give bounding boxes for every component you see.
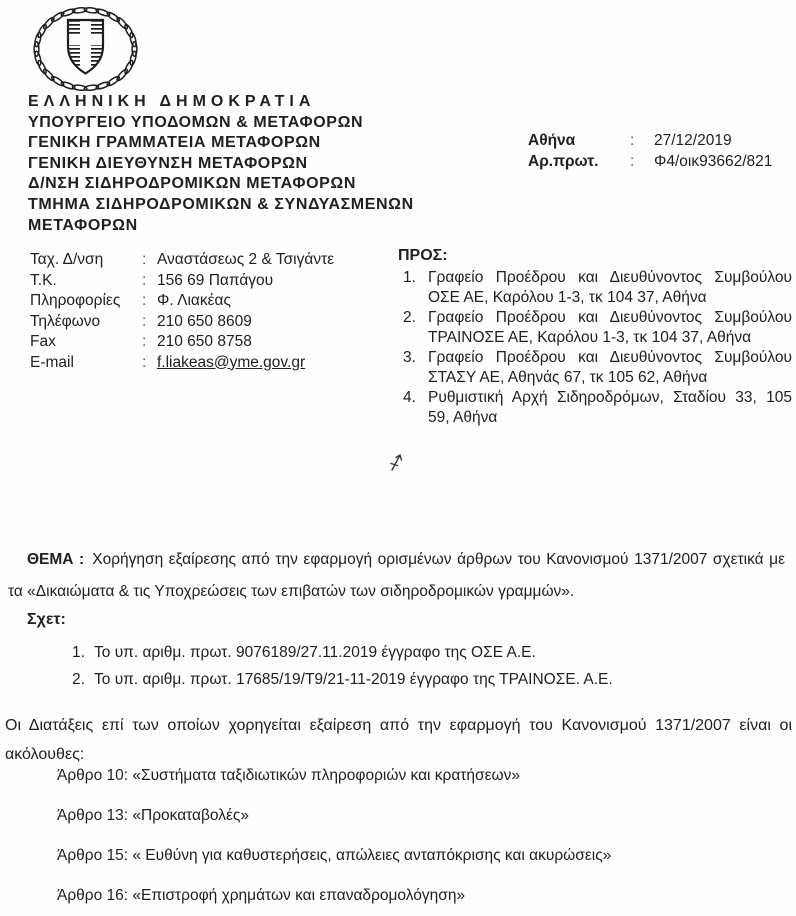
recipient-number: 2.: [403, 309, 416, 326]
colon-separator: :: [142, 353, 147, 371]
date-row: [528, 130, 772, 151]
references-label: Σχετ:: [27, 611, 66, 628]
recipient-number: 1.: [403, 269, 416, 286]
org-line-department-cont: ΜΕΤΑΦΟΡΩΝ: [28, 216, 138, 234]
articles-list: [57, 766, 611, 916]
protocol-row: [528, 151, 772, 172]
body-paragraph: Οι Διατάξεις επί των οποίων χορηγείται εξαίρεση από την εφαρμογή του Κανονισμού 1371/2007 είναι οι ακόλουθες:: [5, 717, 792, 763]
postcode-value: 156 69 Παπάγου: [157, 271, 274, 289]
article-16: Άρθρο 16: «Επιστροφή χρημάτων και επαναδρομολόγηση»: [57, 887, 466, 904]
postcode-label: Τ.Κ.: [30, 271, 57, 289]
greek-coat-of-arms-icon: [28, 4, 143, 96]
recipient-text: Γραφείο Προέδρου και Διευθύνοντος Συμβούλου ΟΣΕ ΑΕ, Καρόλου 1-3, τκ 104 37, Αθήνα: [428, 269, 792, 306]
colon-separator: :: [142, 333, 147, 350]
org-line-gen-directorate: ΓΕΝΙΚΗ ΔΙΕΥΘΥΝΣΗ ΜΕΤΑΦΟΡΩΝ: [28, 154, 308, 172]
recipient-item-ose: [398, 268, 792, 308]
email-value: f.liakeas@yme.gov.gr: [157, 353, 306, 371]
colon-separator: :: [142, 312, 147, 330]
colon-separator: :: [142, 271, 147, 289]
org-header: [28, 92, 414, 236]
contact-row-fax: [30, 332, 334, 353]
colon-separator: :: [630, 153, 635, 170]
org-line-republic: ΕΛΛΗΝΙΚΗ ΔΗΜΟΚΡΑΤΙΑ: [28, 93, 316, 110]
recipient-item-ras: [398, 388, 792, 428]
references-list: [72, 640, 613, 693]
recipient-text: Γραφείο Προέδρου και Διευθύνοντος Συμβούλου ΤΡΑΙΝΟΣΕ ΑΕ, Καρόλου 1-3, τκ 104 37, Αθήνα: [428, 309, 792, 346]
org-line-department: ΤΜΗΜΑ ΣΙΔΗΡΟΔΡΟΜΙΚΩΝ & ΣΥΝΔΥΑΣΜΕΝΩΝ: [28, 195, 414, 213]
phone-label: Τηλέφωνο: [30, 312, 101, 330]
protocol-value: Φ4/οικ93662/821: [654, 153, 773, 170]
colon-separator: :: [142, 251, 147, 268]
recipient-item-stasy: [398, 348, 792, 388]
fax-label: Fax: [30, 333, 56, 350]
email-label: E-mail: [30, 353, 74, 371]
subject-label: ΘΕΜΑ :: [27, 550, 85, 568]
info-label: Πληροφορίες: [30, 292, 121, 309]
date-value: 27/12/2019: [654, 132, 732, 149]
article-13: Άρθρο 13: «Προκαταβολές»: [57, 807, 250, 824]
reference-number: 2.: [72, 670, 85, 688]
reference-item-ose: [72, 640, 613, 667]
contact-row-phone: [30, 312, 334, 333]
reference-item-trainose: [72, 667, 613, 694]
colon-separator: :: [630, 132, 635, 149]
recipient-number: 4.: [403, 389, 416, 406]
shield-cross: [66, 18, 106, 76]
contact-row-address: [30, 250, 334, 271]
contact-row-email: [30, 353, 334, 374]
reference-number: 1.: [72, 644, 85, 661]
reference-text: Το υπ. αριθμ. πρωτ. 9076189/27.11.2019 έγγραφο της ΟΣΕ Α.Ε.: [94, 644, 536, 661]
contact-row-postcode: [30, 271, 334, 292]
recipients-block: [398, 246, 792, 428]
phone-value: 210 650 8609: [157, 312, 252, 330]
fax-value: 210 650 8758: [157, 333, 252, 350]
recipients-title: ΠΡΟΣ:: [398, 247, 448, 264]
org-line-secretariat: ΓΕΝΙΚΗ ΓΡΑΜΜΑΤΕΙΑ ΜΕΤΑΦΟΡΩΝ: [28, 134, 321, 152]
recipient-text: Ρυθμιστική Αρχή Σιδηροδρόμων, Σταδίου 33, 105 59, Αθήνα: [428, 389, 792, 426]
city-label: Αθήνα: [528, 132, 576, 149]
info-value: Φ. Λιακέας: [157, 292, 231, 309]
recipient-item-trainose: [398, 308, 792, 348]
colon-separator: :: [142, 292, 147, 309]
address-value: Αναστάσεως 2 & Τσιγάντε: [157, 251, 335, 268]
recipient-text: Γραφείο Προέδρου και Διευθύνοντος Συμβούλου ΣΤΑΣΥ ΑΕ, Αθηνάς 67, τκ 105 62, Αθήνα: [428, 349, 792, 386]
org-line-directorate: Δ/ΝΣΗ ΣΙΔΗΡΟΔΡΟΜΙΚΩΝ ΜΕΤΑΦΟΡΩΝ: [28, 175, 357, 193]
article-10: Άρθρο 10: «Συστήματα ταξιδιωτικών πληροφοριών και κρατήσεων»: [57, 767, 521, 784]
article-15: Άρθρο 15: « Ευθύνη για καθυστερήσεις, απώλειες ανταπόκρισης και ακυρώσεις»: [57, 847, 612, 864]
recipient-number: 3.: [403, 349, 416, 366]
org-line-ministry: ΥΠΟΥΡΓΕΙΟ ΥΠΟΔΟΜΩΝ & ΜΕΤΑΦΟΡΩΝ: [28, 113, 364, 131]
reference-text: Το υπ. αριθμ. πρωτ. 17685/19/Τ9/21-11-2019 έγγραφο της ΤΡΑΙΝΟΣΕ. Α.Ε.: [94, 670, 613, 688]
address-label: Ταχ. Δ/νση: [30, 251, 104, 268]
contact-row-info: [30, 291, 334, 312]
handwritten-mark: [389, 451, 405, 475]
subject-text: Χορήγηση εξαίρεσης από την εφαρμογή ορισμένων άρθρων του Κανονισμού 1371/2007 σχετικά με τα «Δικαιώματα & τις Υποχρεώσεις των επιβατών των σιδηροδρομικών γραμμών».: [8, 550, 786, 600]
protocol-label: Αρ.πρωτ.: [528, 153, 599, 170]
subject-paragraph: [8, 544, 785, 608]
meta-block: [528, 130, 772, 172]
contact-block: [30, 250, 334, 373]
